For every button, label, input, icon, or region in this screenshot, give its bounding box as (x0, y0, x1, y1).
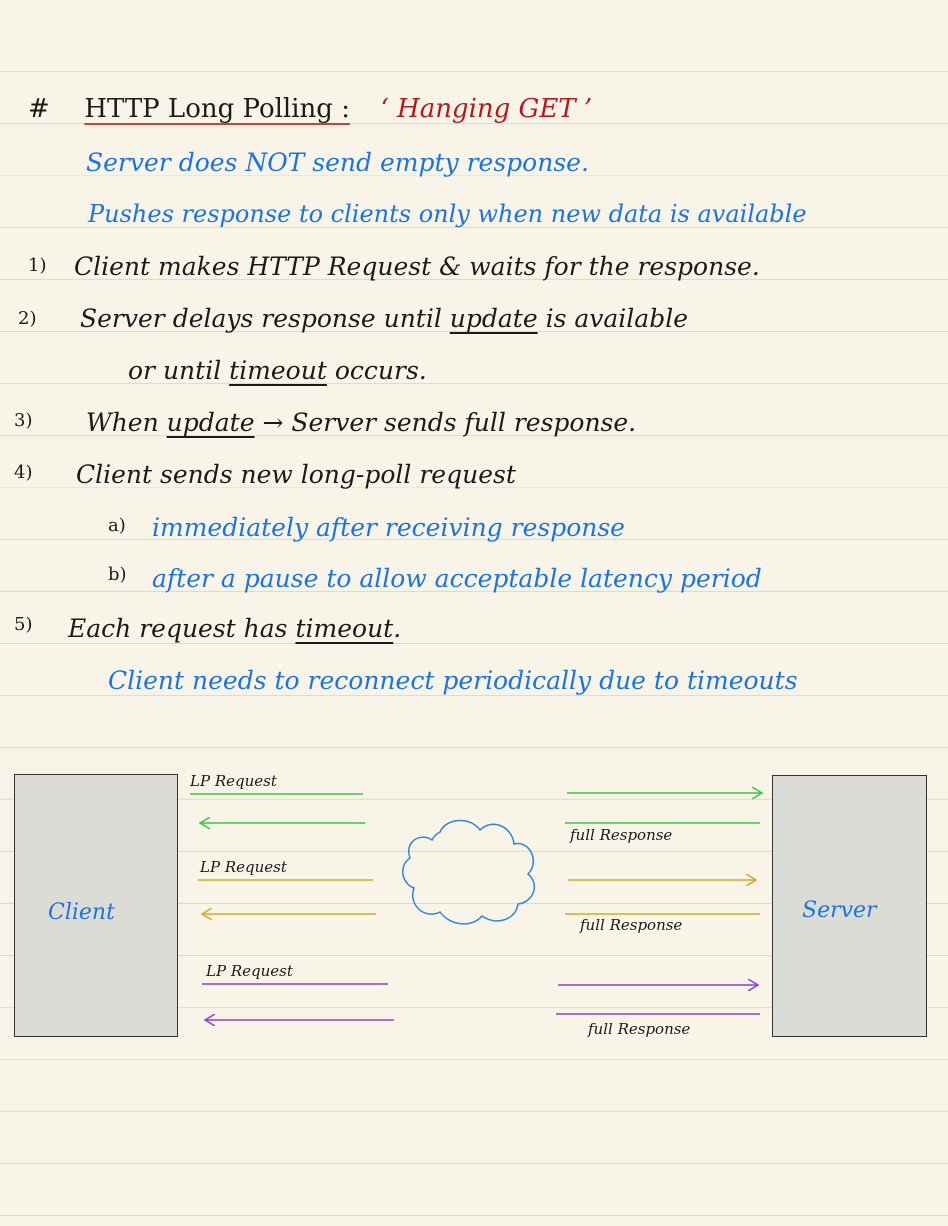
step-1-text: Client makes HTTP Request & waits for the response. (74, 252, 760, 281)
step-5-number: 5) (14, 614, 33, 635)
sub-b-text: after a pause to allow acceptable latency period (152, 564, 762, 593)
request-label-3: LP Request (206, 962, 293, 980)
step-1-number: 1) (28, 255, 47, 276)
response-label-3: full Response (588, 1020, 691, 1038)
step-2-number: 2) (18, 308, 37, 329)
sub-a-text: immediately after receiving response (152, 513, 625, 542)
step-4-text: Client sends new long-poll request (76, 460, 516, 489)
step-5-post: . (393, 614, 402, 643)
step-3-update: update (166, 408, 255, 437)
step-2-cont-pre: or until (128, 356, 230, 385)
step-2-cont-post: occurs. (326, 356, 427, 385)
title-heading: HTTP Long Polling : (84, 94, 350, 124)
line-server-empty: Server does NOT send empty response. (86, 148, 589, 177)
step-2-timeout: timeout (229, 356, 327, 385)
cloud-shape (403, 820, 535, 923)
line-pushes: Pushes response to clients only when new data is available (88, 200, 807, 228)
title-quote: ‘ Hanging GET ’ (380, 94, 593, 124)
step-3-post: → Server sends full response. (254, 408, 637, 437)
step-3-pre: When (86, 408, 167, 437)
line-reconnect: Client needs to reconnect periodically due to timeouts (108, 666, 798, 695)
step-2-update: update (449, 304, 538, 333)
request-label-2: LP Request (200, 858, 287, 876)
step-3-number: 3) (14, 410, 33, 431)
sub-a-label: a) (108, 515, 126, 536)
client-label: Client (48, 900, 115, 925)
step-4-number: 4) (14, 462, 33, 483)
response-label-1: full Response (570, 826, 673, 844)
step-2-pre: Server delays response until (80, 304, 450, 333)
title-hash: # (28, 94, 50, 124)
request-label-1: LP Request (190, 772, 277, 790)
step-5-timeout: timeout (295, 614, 394, 643)
server-label: Server (802, 898, 877, 923)
step-5-pre: Each request has (68, 614, 296, 643)
response-label-2: full Response (580, 916, 683, 934)
sub-b-label: b) (108, 564, 127, 585)
step-2-post: is available (537, 304, 688, 333)
